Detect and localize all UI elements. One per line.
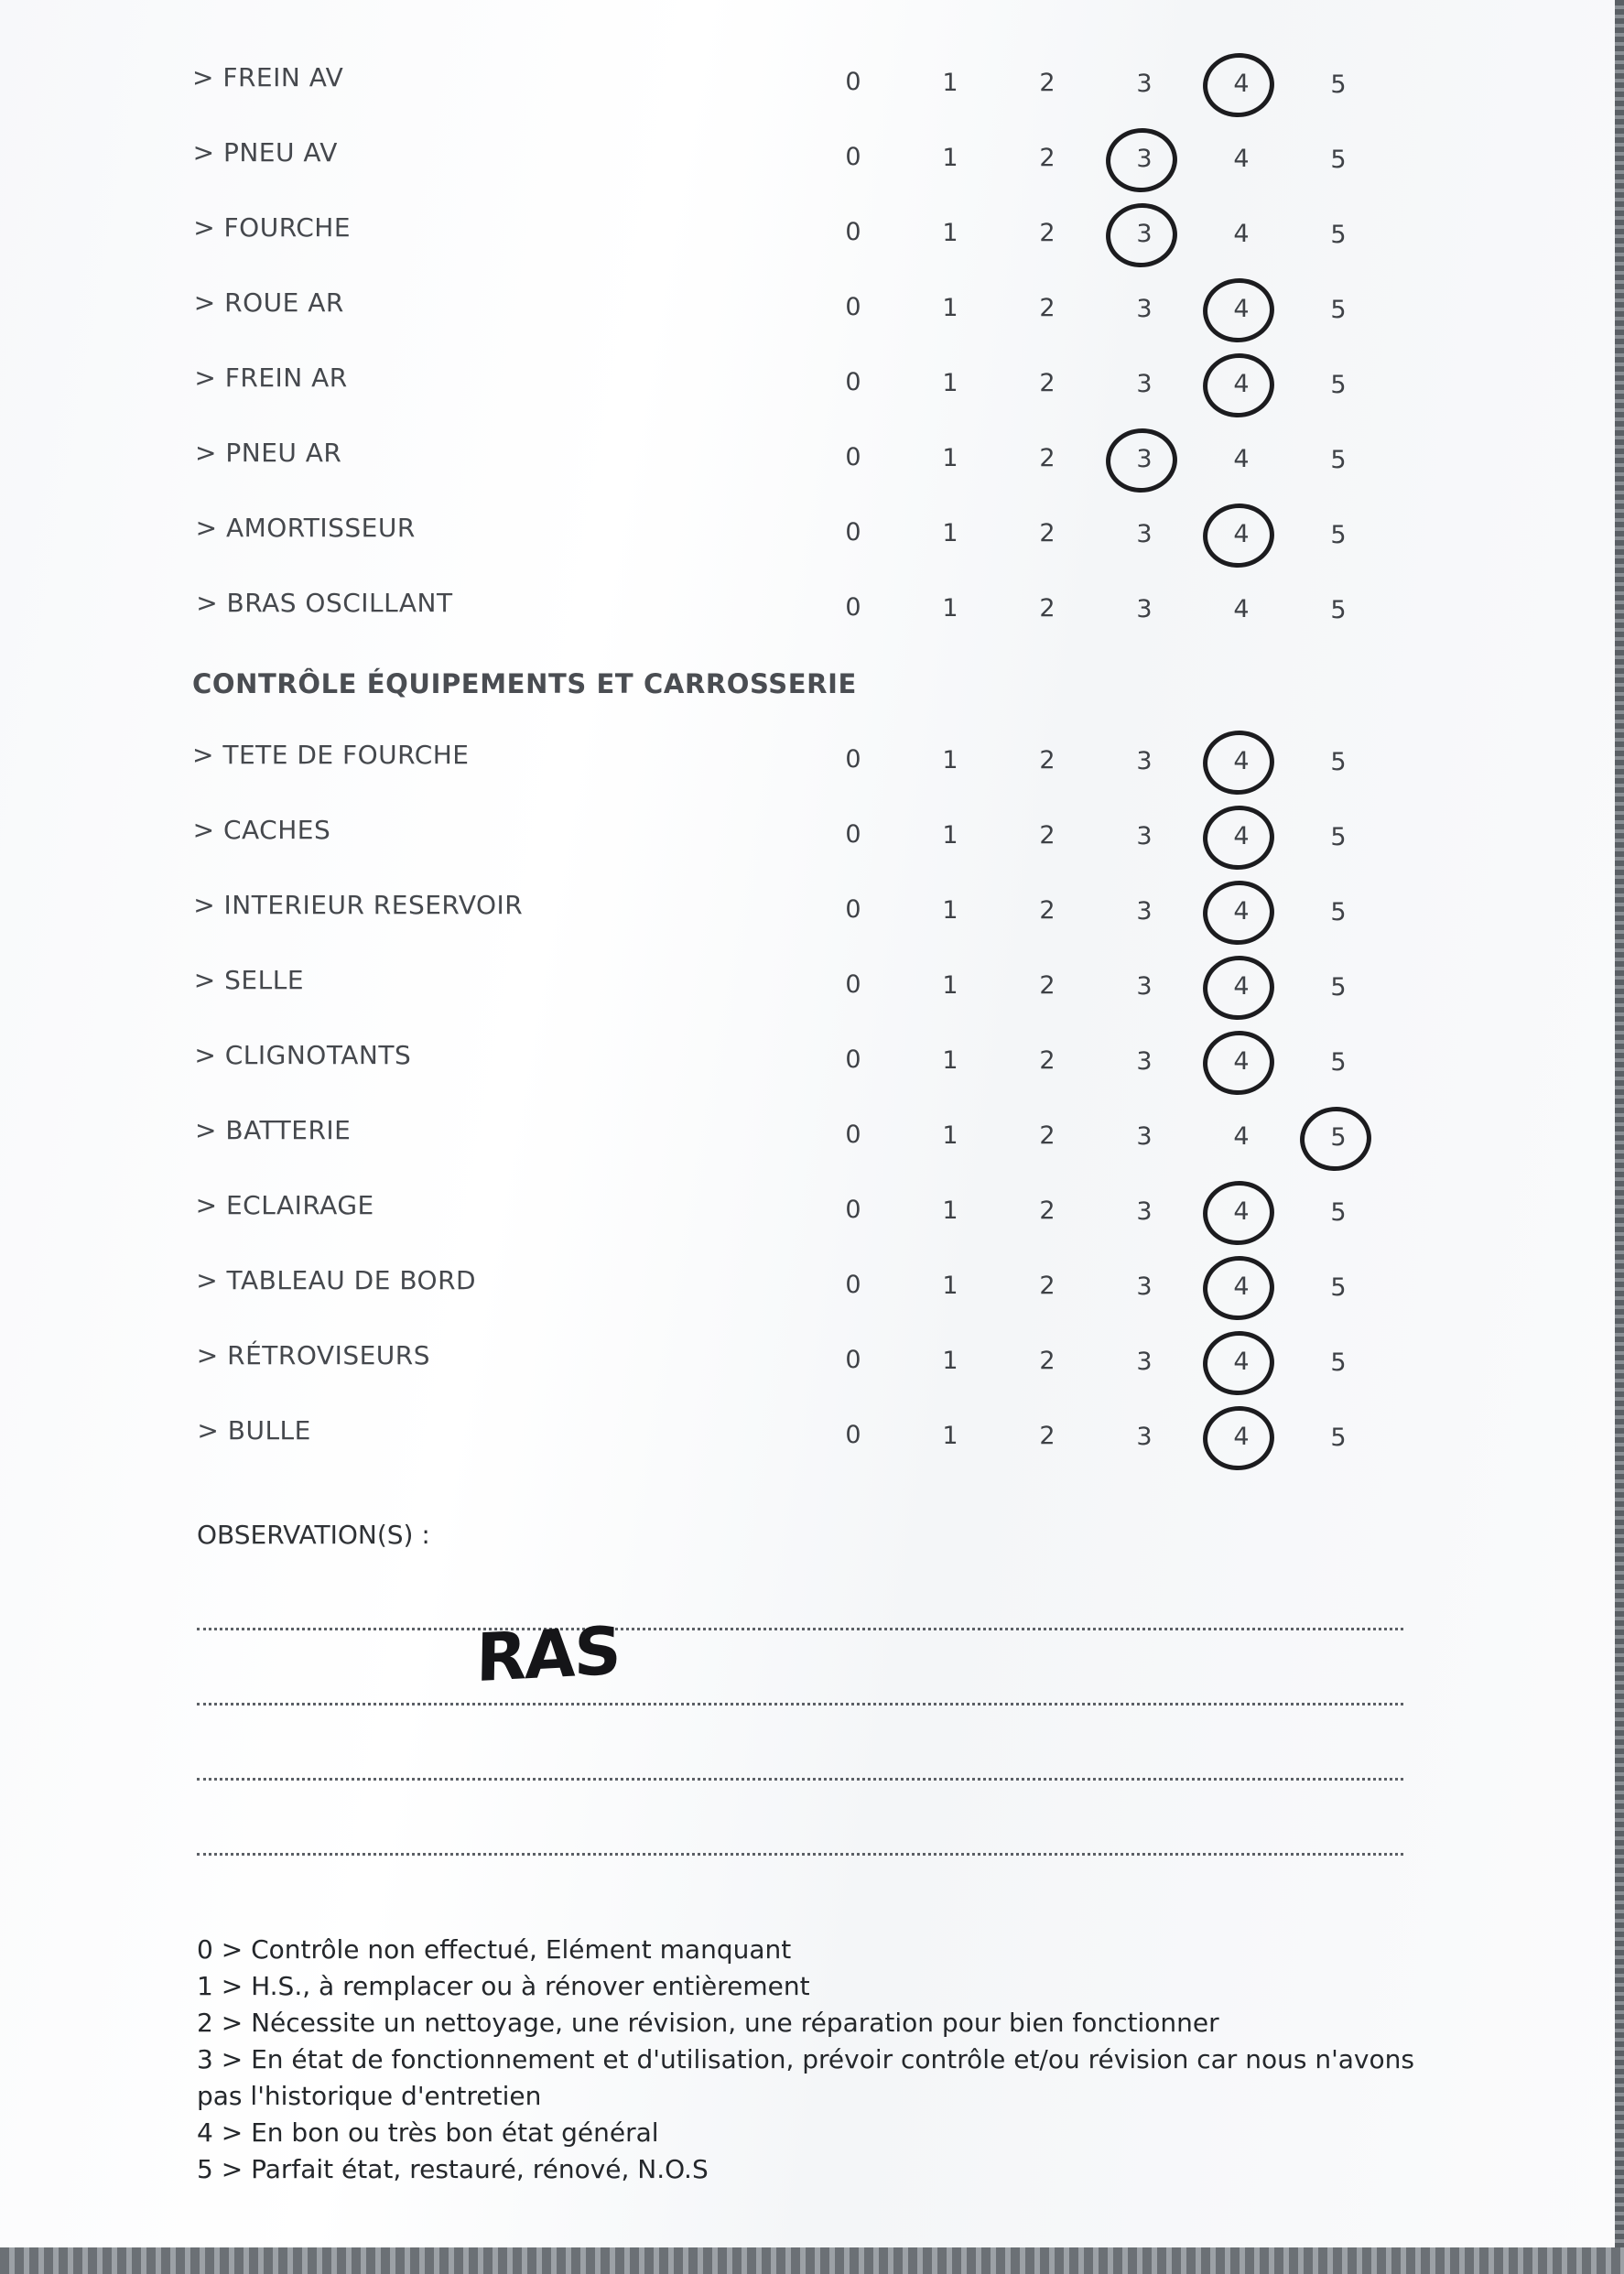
score-option: 3	[1136, 594, 1153, 623]
checklist-row	[0, 438, 1615, 493]
row-label: > TABLEAU DE BORD	[196, 1265, 477, 1295]
score-option: 5	[1330, 1198, 1347, 1227]
checklist-row	[0, 1040, 1615, 1095]
observation-line	[197, 1778, 1403, 1781]
score-option: 5	[1330, 1424, 1347, 1452]
score-option: 2	[1039, 821, 1056, 850]
score-option: 1	[942, 593, 958, 623]
score-option: 3	[1136, 746, 1153, 775]
score-option: 2	[1039, 746, 1056, 775]
score-option: 2	[1039, 971, 1056, 1001]
circled-score: 4	[1223, 1047, 1260, 1076]
score-option: 5	[1330, 823, 1347, 851]
checklist-row	[0, 287, 1615, 342]
score-option: 1	[942, 1346, 958, 1375]
legend-item: 2 > Nécessite un nettoyage, une révision, une réparation pour bien fonctionner	[197, 2008, 1219, 2038]
score-option: 5	[1330, 1273, 1347, 1302]
score-option: 3	[1136, 294, 1153, 323]
checklist-row	[0, 137, 1615, 192]
score-option: 0	[845, 518, 861, 547]
score-option: 1	[942, 970, 958, 1000]
score-option: 0	[845, 293, 861, 321]
score-option: 0	[845, 1045, 861, 1074]
sheet-protector-edge	[0, 2247, 1624, 2274]
checklist-row	[0, 62, 1615, 117]
score-option: 1	[942, 745, 958, 774]
score-option: 3	[1136, 69, 1153, 98]
checklist-row	[0, 815, 1615, 870]
circled-score: 4	[1223, 897, 1260, 926]
circled-score: 3	[1126, 445, 1163, 473]
score-option: 0	[845, 1271, 861, 1299]
score-option: 4	[1233, 595, 1250, 623]
circled-score: 4	[1223, 70, 1260, 98]
score-option: 0	[845, 218, 861, 246]
row-label: > RÉTROVISEURS	[196, 1340, 431, 1370]
row-label: > FOURCHE	[193, 212, 352, 243]
score-option: 2	[1039, 1121, 1056, 1151]
score-option: 5	[1330, 295, 1347, 324]
row-label: > INTERIEUR RESERVOIR	[193, 890, 524, 920]
checklist-row	[0, 740, 1615, 795]
score-option: 5	[1330, 70, 1347, 99]
score-option: 0	[845, 593, 861, 622]
score-option: 0	[845, 1421, 861, 1449]
checklist-row	[0, 588, 1615, 643]
row-label: > CLIGNOTANTS	[194, 1040, 412, 1070]
score-option: 2	[1039, 594, 1056, 623]
score-option: 2	[1039, 519, 1056, 547]
score-option: 5	[1330, 145, 1347, 174]
score-option: 2	[1039, 444, 1056, 472]
row-label: > SELLE	[193, 965, 305, 995]
score-option: 1	[942, 368, 958, 397]
score-option: 1	[942, 820, 958, 850]
score-option: 0	[845, 895, 861, 924]
row-label: > ECLAIRAGE	[195, 1190, 374, 1220]
score-option: 3	[1136, 1046, 1153, 1076]
score-option: 5	[1330, 370, 1347, 399]
sheet-protector-edge	[1615, 0, 1624, 2274]
observation-line	[197, 1628, 1403, 1630]
score-option: 3	[1136, 896, 1153, 926]
score-option: 1	[942, 1271, 958, 1300]
row-label: > BULLE	[197, 1415, 311, 1446]
score-option: 5	[1330, 520, 1347, 549]
checklist-row	[0, 363, 1615, 417]
row-label: > AMORTISSEUR	[195, 513, 416, 543]
score-option: 1	[942, 1421, 958, 1450]
score-option: 5	[1330, 220, 1347, 249]
circled-score: 4	[1223, 370, 1260, 398]
score-option: 3	[1136, 971, 1153, 1001]
circled-score: 4	[1223, 822, 1260, 850]
score-option: 2	[1039, 1046, 1056, 1076]
score-option: 4	[1233, 445, 1250, 473]
row-label: > BRAS OSCILLANT	[196, 588, 453, 618]
handwritten-observation: RAS	[475, 1611, 621, 1697]
legend-item: 4 > En bon ou très bon état général	[197, 2117, 659, 2148]
score-option: 3	[1136, 519, 1153, 548]
observation-line	[197, 1703, 1403, 1706]
checklist-row	[0, 1265, 1615, 1320]
score-option: 0	[845, 745, 861, 774]
checklist-row	[0, 890, 1615, 945]
score-option: 2	[1039, 369, 1056, 397]
score-option: 5	[1330, 748, 1347, 776]
checklist-row	[0, 212, 1615, 267]
row-label: > FREIN AV	[192, 62, 344, 92]
score-option: 5	[1330, 445, 1347, 474]
score-option: 0	[845, 820, 861, 849]
row-label: > PNEU AR	[195, 438, 342, 468]
circled-score: 4	[1223, 1348, 1260, 1376]
score-option: 2	[1039, 219, 1056, 247]
score-option: 3	[1136, 1347, 1153, 1376]
score-option: 0	[845, 443, 861, 471]
circled-score: 4	[1223, 295, 1260, 323]
row-label: > PNEU AV	[192, 137, 338, 168]
score-option: 1	[942, 895, 958, 925]
score-option: 5	[1330, 1048, 1347, 1077]
checklist-row	[0, 1340, 1615, 1395]
score-option: 0	[845, 143, 861, 171]
row-label: > ROUE AR	[193, 287, 344, 318]
score-option: 3	[1136, 1121, 1153, 1151]
score-option: 2	[1039, 1197, 1056, 1226]
score-option: 2	[1039, 69, 1056, 97]
score-option: 2	[1039, 896, 1056, 926]
checklist-row	[0, 513, 1615, 568]
row-label: > FREIN AR	[194, 363, 348, 393]
score-option: 1	[942, 1045, 958, 1075]
score-option: 2	[1039, 1347, 1056, 1376]
score-option: 1	[942, 443, 958, 472]
circled-score: 3	[1126, 220, 1163, 248]
circled-score: 3	[1126, 145, 1163, 173]
score-option: 1	[942, 218, 958, 247]
score-option: 2	[1039, 1272, 1056, 1301]
row-label: > BATTERIE	[195, 1115, 352, 1145]
score-option: 1	[942, 1121, 958, 1150]
score-option: 3	[1136, 1197, 1153, 1226]
observation-line	[197, 1853, 1403, 1856]
circled-score: 4	[1223, 1423, 1260, 1451]
score-option: 1	[942, 518, 958, 547]
score-option: 1	[942, 143, 958, 172]
score-option: 1	[942, 1196, 958, 1225]
score-option: 5	[1330, 973, 1347, 1002]
checklist-row	[0, 1115, 1615, 1170]
circled-score: 4	[1223, 747, 1260, 775]
row-label: > CACHES	[192, 815, 331, 845]
observations-title: OBSERVATION(S) :	[197, 1520, 430, 1550]
score-option: 0	[845, 1121, 861, 1149]
score-option: 4	[1233, 145, 1250, 173]
legend-item: 3 > En état de fonctionnement et d'utilisation, prévoir contrôle et/ou révision car nous n'avons pas l'historique d'entretien	[197, 2044, 1414, 2111]
score-option: 4	[1233, 220, 1250, 248]
score-option: 0	[845, 970, 861, 999]
score-option: 3	[1136, 1272, 1153, 1301]
rating-legend	[197, 1932, 1424, 2188]
score-option: 0	[845, 368, 861, 396]
score-option: 3	[1136, 1422, 1153, 1451]
circled-score: 4	[1223, 1197, 1260, 1226]
score-option: 0	[845, 1346, 861, 1374]
score-option: 5	[1330, 1348, 1347, 1377]
score-option: 0	[845, 68, 861, 96]
legend-item: 1 > H.S., à remplacer ou à rénover entièrement	[197, 1971, 810, 2001]
checklist-row	[0, 965, 1615, 1020]
legend-item: 0 > Contrôle non effectué, Elément manquant	[197, 1934, 792, 1965]
row-label: > TETE DE FOURCHE	[192, 740, 470, 770]
score-option: 5	[1330, 898, 1347, 926]
score-option: 4	[1233, 1122, 1250, 1152]
score-option: 1	[942, 68, 958, 97]
score-option: 3	[1136, 369, 1153, 398]
score-option: 2	[1039, 144, 1056, 172]
circled-score: 4	[1223, 972, 1260, 1001]
score-option: 2	[1039, 294, 1056, 322]
score-option: 0	[845, 1196, 861, 1224]
score-option: 5	[1330, 595, 1347, 624]
score-option: 2	[1039, 1422, 1056, 1451]
checklist-row	[0, 1190, 1615, 1245]
circled-score: 4	[1223, 520, 1260, 548]
legend-item: 5 > Parfait état, restauré, rénové, N.O.S	[197, 2154, 709, 2184]
score-option: 3	[1136, 821, 1153, 850]
circled-score: 4	[1223, 1272, 1260, 1301]
circled-score: 5	[1320, 1123, 1357, 1152]
checklist-row	[0, 1415, 1615, 1470]
section-heading-equipment: CONTRÔLE ÉQUIPEMENTS ET CARROSSERIE	[192, 668, 857, 699]
score-option: 1	[942, 293, 958, 322]
